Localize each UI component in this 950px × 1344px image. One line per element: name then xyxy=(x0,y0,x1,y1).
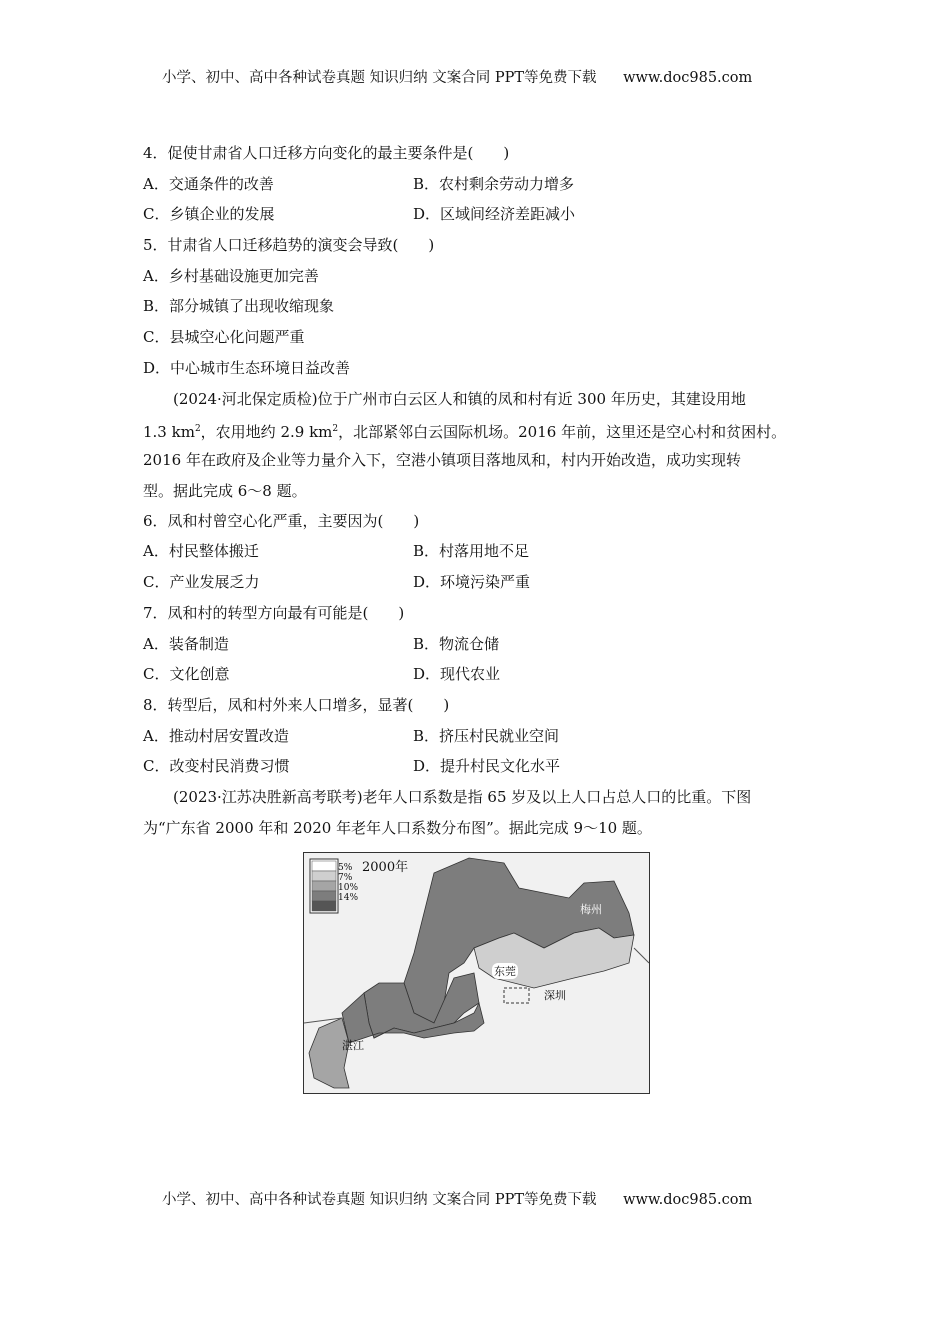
q7-option-d: D．现代农业 xyxy=(413,665,501,683)
legend-swatch xyxy=(312,891,336,901)
text: ，北部紧邻白云国际机场。2016 年前，这里还是空心村和贫困村。 xyxy=(338,423,787,441)
q6-option-c: C．产业发展乏力 xyxy=(143,573,260,591)
legend-swatch xyxy=(312,861,336,871)
map-legend xyxy=(338,863,358,903)
q8-option-b: B．挤压村民就业空间 xyxy=(413,727,560,745)
superscript: 2 xyxy=(332,424,339,434)
map-title: 2000年 xyxy=(362,860,409,875)
label-meizhou: 梅州 xyxy=(580,903,602,916)
q8-option-c: C．改变村民消费习惯 xyxy=(143,757,290,775)
q8-stem: 8．转型后，凤和村外来人口增多，显著( ) xyxy=(143,696,450,714)
superscript: 2 xyxy=(194,424,201,434)
text: ，农用地约 2.9 km xyxy=(200,423,333,441)
q4-option-c: C．乡镇企业的发展 xyxy=(143,205,275,223)
legend-swatch xyxy=(312,871,336,881)
footer-text: 小学、初中、高中各种试卷真题 知识归纳 文案合同 PPT等免费下载 xyxy=(162,1192,597,1208)
header-text: 小学、初中、高中各种试卷真题 知识归纳 文案合同 PPT等免费下载 xyxy=(162,70,597,86)
page-footer xyxy=(162,1190,752,1210)
q6-option-a: A．村民整体搬迁 xyxy=(143,542,259,560)
q6-stem: 6．凤和村曾空心化严重，主要因为( ) xyxy=(143,512,420,530)
q8-option-d: D．提升村民文化水平 xyxy=(413,757,561,775)
q4-stem: 4．促使甘肃省人口迁移方向变化的最主要条件是( ) xyxy=(143,144,510,162)
passage2-line1: (2023·江苏决胜新高考联考)老年人口系数是指 65 岁及以上人口占总人口的比重。下图 xyxy=(173,788,752,806)
shenzhen-boundary xyxy=(504,988,529,1003)
q7-option-a: A．装备制造 xyxy=(143,635,229,653)
q7-stem: 7．凤和村的转型方向最有可能是( ) xyxy=(143,604,405,622)
guangdong-population-map xyxy=(303,852,650,1094)
q4-option-d: D．区域间经济差距减小 xyxy=(413,205,576,223)
q5-option-a: A．乡村基础设施更加完善 xyxy=(143,267,319,285)
q4-option-b: B．农村剩余劳动力增多 xyxy=(413,175,575,193)
legend-label: 10% xyxy=(338,883,359,893)
label-zhanjiang: 湛江 xyxy=(342,1039,364,1052)
passage1-line1: (2024·河北保定质检)位于广州市白云区人和镇的凤和村有近 300 年历史，其建设用地 xyxy=(173,390,746,408)
label-shenzhen: 深圳 xyxy=(544,989,566,1002)
legend-label: 14% xyxy=(338,893,359,903)
legend-swatch xyxy=(312,901,336,911)
text: 1.3 km xyxy=(143,423,195,441)
footer-url[interactable]: www.doc985.com xyxy=(623,1192,753,1208)
passage2-line2: 为“广东省 2000 年和 2020 年老年人口系数分布图”。据此完成 9～10 题。 xyxy=(143,819,652,837)
page-header xyxy=(162,68,752,88)
header-url[interactable]: www.doc985.com xyxy=(623,70,753,86)
q5-option-b: B．部分城镇了出现收缩现象 xyxy=(143,297,335,315)
legend-label: 5% xyxy=(338,863,353,873)
legend-label: 7% xyxy=(338,873,353,883)
q7-option-c: C．文化创意 xyxy=(143,665,230,683)
q7-option-b: B．物流仓储 xyxy=(413,635,500,653)
q5-stem: 5．甘肃省人口迁移趋势的演变会导致( ) xyxy=(143,236,435,254)
label-dongguan: 东莞 xyxy=(494,965,516,978)
legend-swatch xyxy=(312,881,336,891)
legend-swatches xyxy=(312,861,336,911)
q5-option-d: D．中心城市生态环境日益改善 xyxy=(143,359,351,377)
region-zhanjiang xyxy=(309,1018,349,1088)
q8-option-a: A．推动村居安置改造 xyxy=(143,727,289,745)
passage1-line2 xyxy=(143,419,786,442)
q6-option-d: D．环境污染严重 xyxy=(413,573,531,591)
passage1-line4: 型。据此完成 6～8 题。 xyxy=(143,482,307,500)
q4-option-a: A．交通条件的改善 xyxy=(143,175,274,193)
q5-option-c: C．县城空心化问题严重 xyxy=(143,328,305,346)
q6-option-b: B．村落用地不足 xyxy=(413,542,530,560)
passage1-line3: 2016 年在政府及企业等力量介入下，空港小镇项目落地凤和，村内开始改造，成功实现转 xyxy=(143,451,741,469)
